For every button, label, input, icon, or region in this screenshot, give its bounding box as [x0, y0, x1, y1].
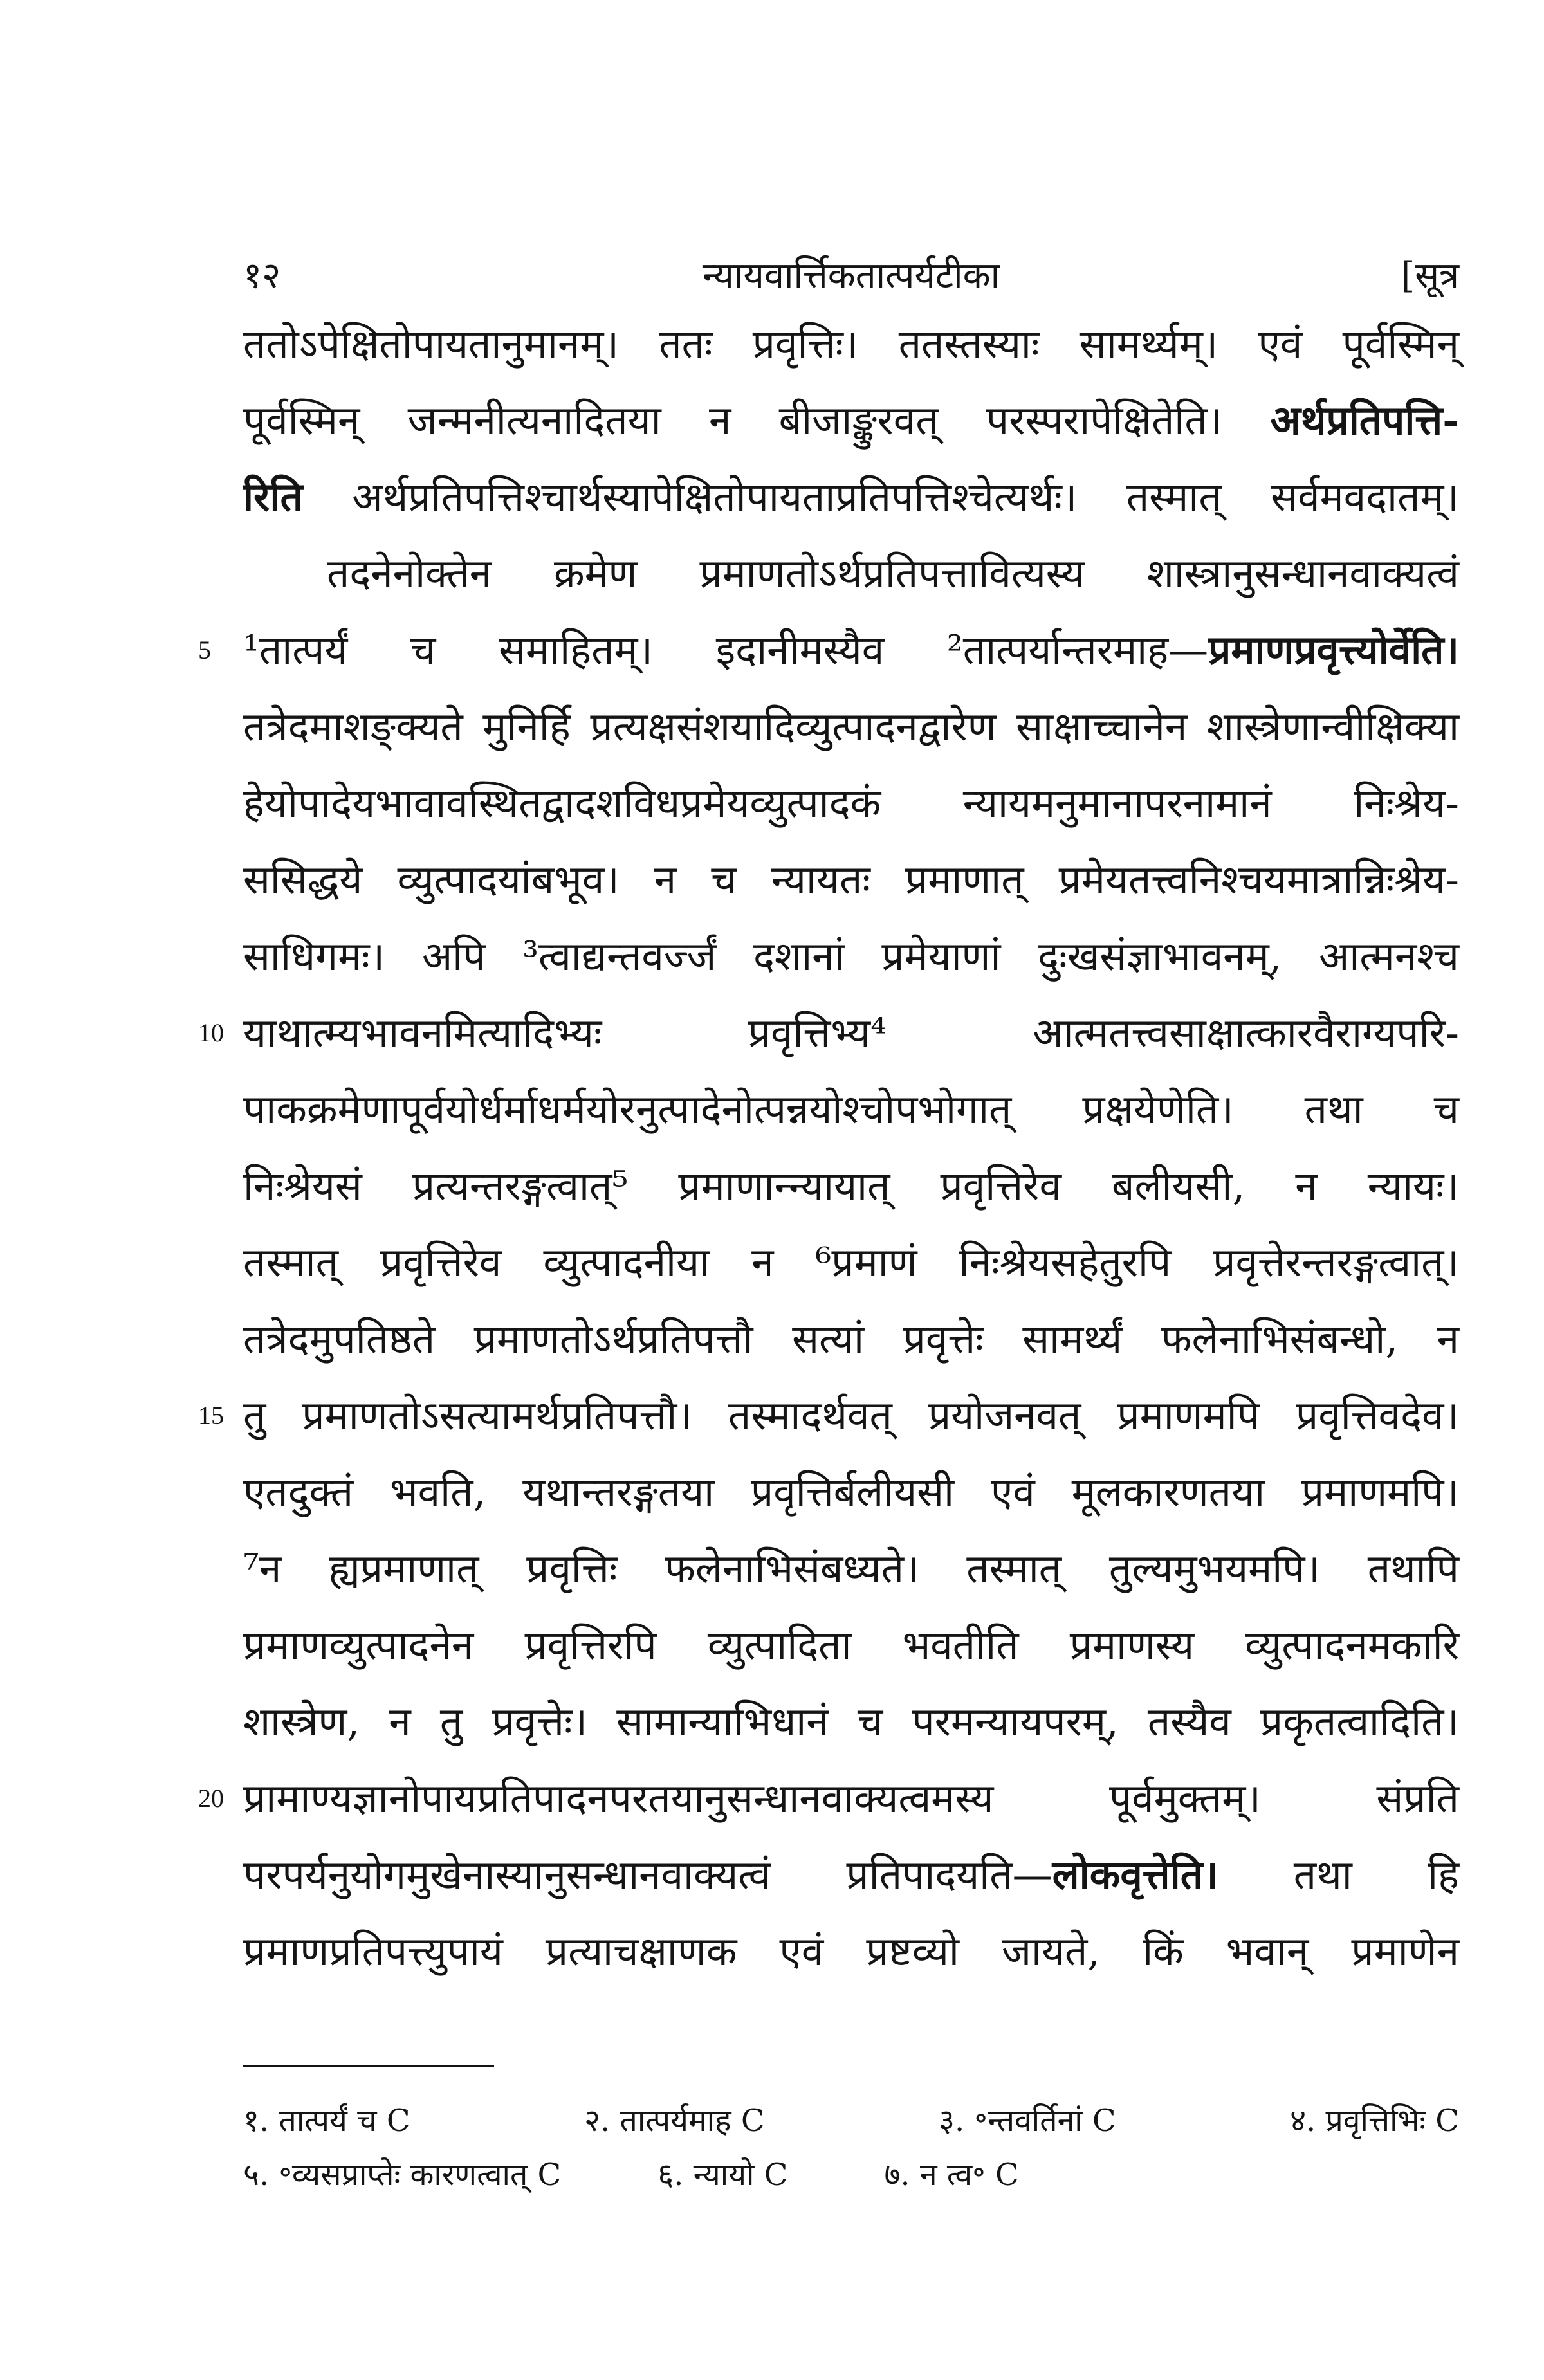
footnote: ३. ॰न्तवर्तिनां C	[939, 2103, 1116, 2139]
text-line	[243, 535, 1459, 612]
footnote: ४. प्रवृत्तिभिः C	[1290, 2103, 1459, 2139]
line-text: ⁷न ह्यप्रमाणात् प्रवृत्तिः फलेनाभिसंबध्यते। तस्मात् तुल्यमुभयमपि। तथापि	[243, 1545, 1459, 1592]
text-line	[243, 459, 1459, 535]
line-text: रिति अर्थप्रतिपत्तिश्चार्थस्यापेक्षितोपायताप्रतिपत्तिश्चेत्यर्थः। तस्मात् सर्वमवदातम्।	[243, 473, 1459, 520]
footnotes	[243, 2094, 1459, 2202]
running-title: न्यायवार्त्तिकतात्पर्यटीका	[702, 255, 1000, 297]
page-header	[243, 250, 1459, 301]
text-line	[243, 1454, 1459, 1530]
text-line	[243, 382, 1459, 459]
text-line	[243, 1607, 1459, 1683]
line-text: एतदुक्तं भवति, यथान्तरङ्गतया प्रवृत्तिर्बलीयसी एवं मूलकारणतया प्रमाणमपि।	[243, 1469, 1459, 1515]
line-number: 10	[198, 1018, 224, 1047]
line-text: ¹तात्पर्यं च समाहितम्। इदानीमस्यैव ²तात्पर्यान्तरमाह—प्रमाणप्रवृत्त्योर्वेति।	[243, 627, 1459, 673]
line-number: 20	[198, 1784, 224, 1813]
footnote: ७. न त्व॰ C	[884, 2157, 1019, 2193]
line-text: याथात्म्यभावनमित्यादिभ्यः प्रवृत्तिभ्य⁴ आत्मतत्त्वसाक्षात्कारवैराग्यपरि-	[243, 1009, 1459, 1056]
page-number: १२	[243, 255, 281, 297]
text-line	[198, 1760, 1459, 1836]
line-text: साधिगमः। अपि ³त्वाद्यन्तवर्ज्जं दशानां प्रमेयाणां दुःखसंज्ञाभावनम्, आत्मनश्च	[243, 933, 1459, 980]
line-text: प्रामाण्यज्ञानोपायप्रतिपादनपरतयानुसन्धानवाक्यत्वमस्य पूर्वमुक्तम्। संप्रति	[243, 1775, 1459, 1822]
text-line	[243, 1913, 1459, 1990]
commentary-text	[198, 306, 1459, 1990]
footnote-row	[243, 2148, 1459, 2202]
footnote-row	[243, 2094, 1459, 2148]
line-text: तदनेनोक्तेन क्रमेण प्रमाणतोऽर्थप्रतिपत्तावित्यस्य शास्त्रानुसन्धानवाक्यत्वं	[327, 550, 1459, 597]
text-line	[198, 994, 1459, 1071]
footnote: २. तात्पर्यमाह C	[584, 2103, 765, 2139]
section-marker: [सूत्र	[1401, 255, 1459, 297]
line-text: पूर्वस्मिन् जन्मनीत्यनादितया न बीजाङ्कुरवत् परस्परापेक्षितेति। अर्थप्रतिपत्ति-	[243, 397, 1459, 444]
text-line	[243, 1148, 1459, 1224]
line-text: तत्रेदमुपतिष्ठते प्रमाणतोऽर्थप्रतिपत्तौ सत्यां प्रवृत्तेः सामर्थ्यं फलेनाभिसंबन्धो, न	[243, 1315, 1459, 1362]
line-text: प्रमाणप्रतिपत्त्युपायं प्रत्याचक्षाणक एवं प्रष्टव्यो जायते, किं भवान् प्रमाणेन	[243, 1928, 1459, 1975]
text-line	[243, 765, 1459, 841]
line-text: ससिद्धये व्युत्पादयांबभूव। न च न्यायतः प्रमाणात् प्रमेयतत्त्वनिश्चयमात्रान्निःश्रेय-	[243, 856, 1459, 903]
text-line	[243, 841, 1459, 918]
line-text: पाकक्रमेणापूर्वयोर्धर्माधर्मयोरनुत्पादेनोत्पन्नयोश्चोपभोगात् प्रक्षयेणेति। तथा च	[243, 1086, 1459, 1133]
line-text: तु प्रमाणतोऽसत्यामर्थप्रतिपत्तौ। तस्मादर्थवत् प्रयोजनवत् प्रमाणमपि प्रवृत्तिवदेव।	[243, 1392, 1459, 1439]
text-line	[243, 306, 1459, 382]
line-text: हेयोपादेयभावावस्थितद्वादशविधप्रमेयव्युत्पादकं न्यायमनुमानापरनामानं निःश्रेय-	[243, 780, 1459, 827]
text-line	[243, 1301, 1459, 1377]
line-text: परपर्यनुयोगमुखेनास्यानुसन्धानवाक्यत्वं प्रतिपादयति—लोकवृत्तेति। तथा हि	[243, 1851, 1459, 1898]
line-text: ततोऽपेक्षितोपायतानुमानम्। ततः प्रवृत्तिः। ततस्तस्याः सामर्थ्यम्। एवं पूर्वस्मिन्	[243, 320, 1459, 367]
line-number: 15	[198, 1401, 224, 1430]
text-line	[198, 1377, 1459, 1454]
text-line	[243, 688, 1459, 765]
text-line	[243, 918, 1459, 994]
footnote: ५. ॰व्यसप्राप्तेः कारणत्वात् C	[243, 2157, 562, 2193]
line-text: तस्मात् प्रवृत्तिरेव व्युत्पादनीया न ⁶प्रमाणं निःश्रेयसहेतुरपि प्रवृत्तेरन्तरङ्गत्वात्।	[243, 1239, 1459, 1286]
text-line	[243, 1530, 1459, 1607]
line-text: शास्त्रेण, न तु प्रवृत्तेः। सामान्याभिधानं च परमन्यायपरम्, तस्यैव प्रकृतत्वादिति।	[243, 1698, 1459, 1745]
text-line	[243, 1071, 1459, 1148]
footnote: ६. न्यायो C	[657, 2157, 788, 2193]
text-line	[243, 1836, 1459, 1913]
footnote-divider	[243, 2065, 494, 2067]
line-text: निःश्रेयसं प्रत्यन्तरङ्गत्वात्⁵ प्रमाणान्न्यायात् प्रवृत्तिरेव बलीयसी, न न्यायः।	[243, 1162, 1459, 1209]
text-line	[198, 612, 1459, 688]
text-line	[243, 1224, 1459, 1301]
line-text: तत्रेदमाशङ्क्यते मुनिर्हि प्रत्यक्षसंशयादिव्युत्पादनद्वारेण साक्षाच्चानेन शास्त्रेणान्वीक्षिक्या	[243, 703, 1459, 750]
footnote: १. तात्पर्यं च C	[243, 2103, 410, 2139]
text-line	[243, 1683, 1459, 1760]
line-number: 5	[198, 636, 211, 664]
line-text: प्रमाणव्युत्पादनेन प्रवृत्तिरपि व्युत्पादिता भवतीति प्रमाणस्य व्युत्पादनमकारि	[243, 1622, 1459, 1669]
